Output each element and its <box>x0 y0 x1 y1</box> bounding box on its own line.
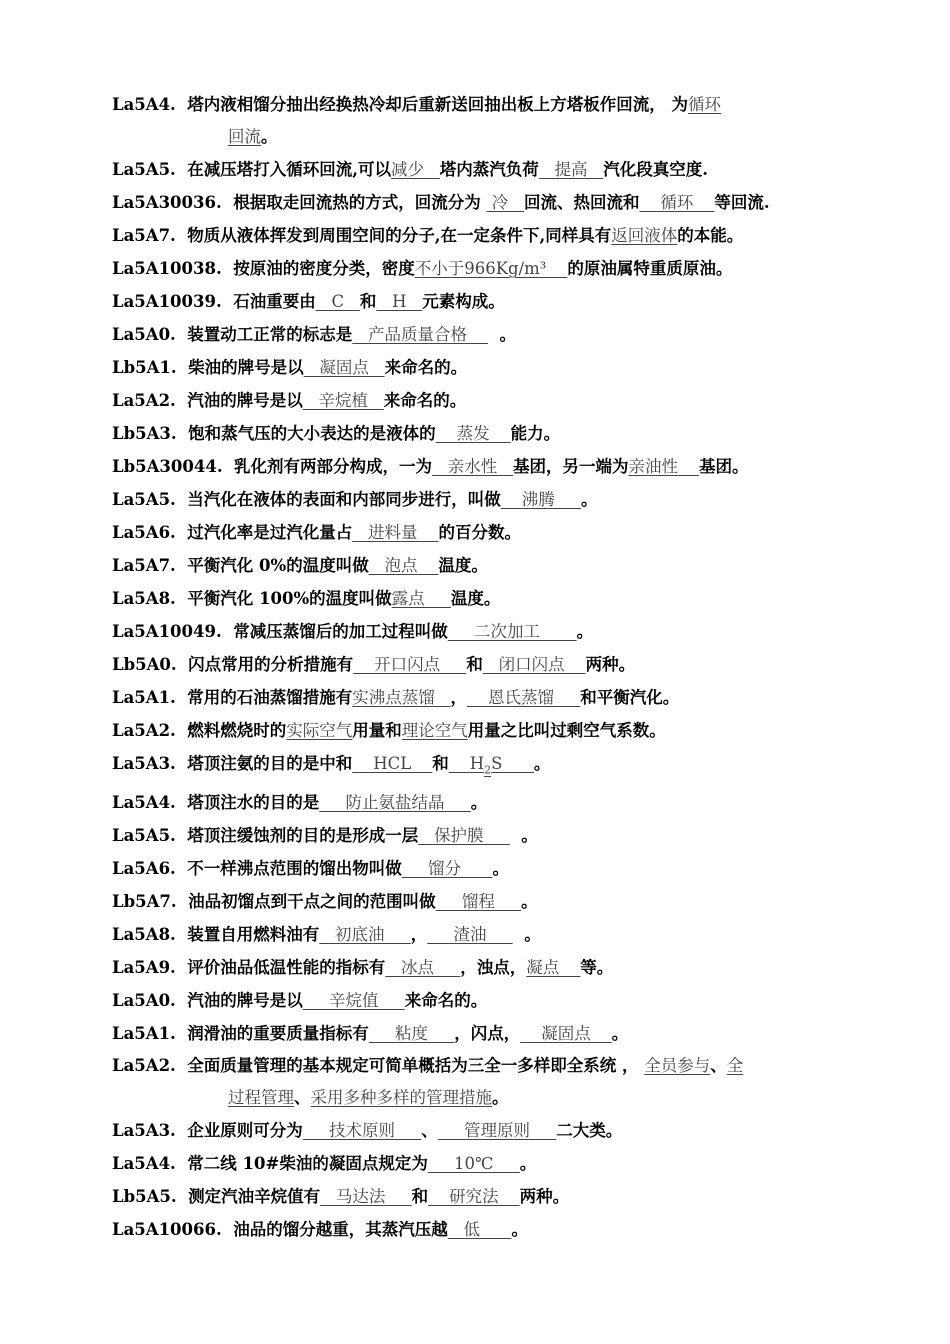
question-text: 、 <box>421 1121 438 1141</box>
question-item <box>112 1213 842 1246</box>
question-text: 塔内蒸汽负荷 <box>439 160 539 179</box>
answer-blank: 凝固点 <box>303 358 385 377</box>
question-text: ，闪点， <box>454 1024 521 1044</box>
answer-blank: H <box>448 754 485 773</box>
question-list <box>112 89 842 1246</box>
question-text: Lb5A3. 饱和蒸气压的大小表达的是液体的 <box>112 424 436 443</box>
answer-blank: 恩氏蒸馏 <box>467 688 581 707</box>
question-text: 、 <box>710 1056 727 1076</box>
question-text: La5A0. 装置动工正常的标志是 <box>112 325 353 344</box>
question-continuation <box>112 121 842 153</box>
question-item <box>112 549 842 582</box>
question-text: La5A5. 塔顶注缓蚀剂的目的是形成一层 <box>112 826 419 846</box>
question-text: 等回流. <box>714 193 770 212</box>
question-text: La5A7. 平衡汽化 0%的温度叫做 <box>112 556 369 575</box>
answer-blank: 沸腾 <box>500 490 582 509</box>
answer-blank: HCL <box>352 754 433 773</box>
question-item <box>112 984 842 1017</box>
question-text: 回流、热回流和 <box>523 193 640 212</box>
question-item <box>112 153 842 186</box>
question-item <box>112 582 842 615</box>
question-item <box>112 318 842 351</box>
question-item <box>112 648 842 681</box>
question-item <box>112 819 842 852</box>
question-text: 的百分数。 <box>438 523 522 542</box>
answer-blank: 粘度 <box>368 1024 455 1044</box>
answer-subscript: 2 <box>484 763 492 777</box>
question-text: 汽化段真空度. <box>603 160 709 179</box>
question-item <box>112 219 842 252</box>
question-text: 能力。 <box>510 424 561 443</box>
question-item <box>112 1180 842 1213</box>
answer-blank: 开口闪点 <box>353 655 467 674</box>
question-text: La5A2. 汽油的牌号是以 <box>112 391 303 410</box>
question-text: 二大类。 <box>556 1121 623 1141</box>
question-item <box>112 483 842 516</box>
question-text: 和 <box>466 655 483 674</box>
question-item <box>112 951 842 984</box>
question-text: 。 <box>511 1220 528 1240</box>
answer-blank: 循环 <box>688 95 722 114</box>
question-text: 。 <box>492 859 509 879</box>
question-item <box>112 1050 842 1114</box>
question-text: 两种。 <box>585 655 636 674</box>
question-text: La5A7. 物质从液体挥发到周围空间的分子,在一定条件下,同样具有 <box>112 226 612 245</box>
answer-blank: 渣油 <box>427 925 513 945</box>
answer-blank: 马达法 <box>320 1187 412 1207</box>
answer-blank: 亲油性 <box>628 457 700 476</box>
question-text: 。 <box>521 892 538 912</box>
answer-blank: 实沸点蒸馏 <box>352 688 451 707</box>
answer-blank: 低 <box>447 1220 512 1240</box>
answer-blank: 馏分 <box>401 859 493 879</box>
answer-blank: 技术原则 <box>302 1121 422 1141</box>
question-item <box>112 351 842 384</box>
question-item <box>112 417 842 450</box>
answer-blank: 馏程 <box>435 892 522 912</box>
question-text: La5A3. 企业原则可分为 <box>112 1121 303 1141</box>
answer-blank: 辛烷植 <box>302 391 384 410</box>
question-text: 温度。 <box>450 589 501 608</box>
question-text: La5A2. 燃料燃烧时的 <box>112 721 287 740</box>
question-text: 等。 <box>580 958 614 978</box>
answer-blank: 蒸发 <box>435 424 511 443</box>
answer-blank: 冷 <box>486 193 524 212</box>
answer-blank: 实际空气 <box>286 721 353 740</box>
answer-blank: 管理原则 <box>437 1121 557 1141</box>
question-text: 元素构成。 <box>422 292 505 311</box>
answer-blank: 采用多种多样的管理措施 <box>310 1088 492 1108</box>
answer-blank: 泡点 <box>368 556 439 575</box>
answer-blank: 返回液体 <box>611 226 678 245</box>
question-text: 。 <box>261 127 278 146</box>
answer-blank: 初底油 <box>319 925 411 945</box>
question-text: 。 <box>492 1088 509 1108</box>
question-text: 。 <box>519 1154 537 1174</box>
question-text: La5A10049. 常减压蒸馏后的加工过程叫做 <box>112 622 448 641</box>
question-text: 两种。 <box>519 1187 570 1207</box>
question-text: La5A3. 塔顶注氨的目的是中和 <box>112 754 353 773</box>
question-text: La5A6. 过汽化率是过汽化量占 <box>112 523 353 542</box>
question-item <box>112 714 842 747</box>
question-item <box>112 918 842 951</box>
question-text: 。 <box>512 925 541 945</box>
question-text: La5A6. 不一样沸点范围的馏出物叫做 <box>112 859 402 879</box>
question-text: 基团。 <box>699 457 749 476</box>
question-text: 。 <box>488 325 517 344</box>
answer-blank: 凝固点 <box>520 1024 612 1044</box>
question-text: ，浊点， <box>460 958 527 978</box>
answer-blank: 全 <box>726 1056 744 1076</box>
question-continuation <box>112 1082 842 1114</box>
question-text: La5A4. 常二线 10#柴油的凝固点规定为 <box>112 1154 428 1174</box>
question-item <box>112 885 842 918</box>
question-text: 和 <box>411 1187 429 1207</box>
answer-blank: 保护膜 <box>418 826 510 846</box>
question-item <box>112 747 842 786</box>
answer-blank: 研究法 <box>428 1187 520 1207</box>
question-text: Lb5A0. 闪点常用的分析措施有 <box>112 655 354 674</box>
question-text: La5A8. 装置自用燃料油有 <box>112 925 320 945</box>
question-item <box>112 852 842 885</box>
question-text: 用量之比叫过剩空气系数。 <box>467 721 666 740</box>
question-text: La5A1. 常用的石油蒸馏措施有 <box>112 688 353 707</box>
answer-blank: H <box>376 292 423 311</box>
question-text: La5A5. 当汽化在液体的表面和内部同步进行，叫做 <box>112 490 501 509</box>
question-item <box>112 681 842 714</box>
answer-blank: 防止氨盐结晶 <box>319 793 471 813</box>
answer-blank: 全员参与 <box>644 1056 711 1076</box>
question-text: 和平衡汽化。 <box>580 688 680 707</box>
question-text: Lb5A7. 油品初馏点到干点之间的范围叫做 <box>112 892 436 912</box>
answer-blank: 冰点 <box>385 958 461 978</box>
question-text: La5A9. 评价油品低温性能的指标有 <box>112 958 386 978</box>
question-text: 来命名的。 <box>404 991 488 1011</box>
question-item <box>112 786 842 819</box>
question-text: La5A0. 汽油的牌号是以 <box>112 991 303 1011</box>
question-text: La5A30036. 根据取走回流热的方式，回流分为 <box>112 193 487 212</box>
answer-blank: 辛烷值 <box>302 991 405 1011</box>
answer-blank: 露点 <box>391 589 451 608</box>
question-item <box>112 384 842 417</box>
answer-blank: 过程管理 <box>228 1088 294 1108</box>
answer-blank: 10℃ <box>427 1154 520 1174</box>
question-text: La5A10039. 石油重要由 <box>112 292 316 311</box>
question-item <box>112 186 842 219</box>
question-item <box>112 1114 842 1147</box>
answer-blank: S <box>491 754 534 773</box>
question-text: 。 <box>470 793 488 813</box>
question-text: Lb5A5. 测定汽油辛烷值有 <box>112 1187 321 1207</box>
answer-blank: 二次加工 <box>447 622 577 641</box>
answer-blank: 不小于966Kg/m³ <box>414 259 568 278</box>
question-text: Lb5A1. 柴油的牌号是以 <box>112 358 304 377</box>
question-text: ， <box>450 688 468 707</box>
question-text: La5A4. 塔内液相馏分抽出经换热冷却后重新送回抽出板上方塔板作回流， 为 <box>112 95 689 114</box>
question-text: 和 <box>359 292 377 311</box>
question-text: 来命名的。 <box>384 358 468 377</box>
question-text: 。 <box>581 490 598 509</box>
question-text: 。 <box>576 622 594 641</box>
answer-blank: 闭口闪点 <box>482 655 586 674</box>
question-item <box>112 1147 842 1180</box>
answer-blank: 提高 <box>538 160 604 179</box>
question-text: La5A10066. 油品的馏分越重，其蒸汽压越 <box>112 1220 448 1240</box>
answer-blank: 凝点 <box>526 958 581 978</box>
answer-blank: 产品质量合格 <box>352 325 489 344</box>
question-item <box>112 252 842 285</box>
answer-blank: 减少 <box>391 160 440 179</box>
question-text: 的原油属特重质原油。 <box>567 259 733 278</box>
question-text: La5A8. 平衡汽化 100%的温度叫做 <box>112 589 392 608</box>
question-text: 基团，另一端为 <box>513 457 629 476</box>
question-item <box>112 450 842 483</box>
question-text: 、 <box>294 1088 311 1108</box>
question-text: ， <box>410 925 428 945</box>
question-item <box>112 615 842 648</box>
question-text: La5A1. 润滑油的重要质量指标有 <box>112 1024 369 1044</box>
answer-blank: C <box>315 292 360 311</box>
question-text: La5A4. 塔顶注水的目的是 <box>112 793 320 813</box>
question-item <box>112 285 842 318</box>
question-text: Lb5A30044. 乳化剂有两部分构成，一为 <box>112 457 433 476</box>
answer-blank: 循环 <box>639 193 715 212</box>
question-text: La5A10038. 按原油的密度分类，密度 <box>112 259 415 278</box>
question-item <box>112 516 842 549</box>
question-text: La5A2. 全面质量管理的基本规定可简单概括为三全一多样即全系统 ， <box>112 1056 645 1076</box>
question-text: 。 <box>509 826 538 846</box>
question-item <box>112 89 842 153</box>
answer-blank: 回流 <box>228 127 261 146</box>
answer-blank: 亲水性 <box>432 457 514 476</box>
question-text: 来命名的。 <box>383 391 467 410</box>
question-text: 。 <box>533 754 551 773</box>
answer-blank: 进料量 <box>352 523 439 542</box>
question-item <box>112 1017 842 1050</box>
question-text: 的本能。 <box>677 226 744 245</box>
question-text: 和 <box>432 754 449 773</box>
question-text: 。 <box>611 1024 629 1044</box>
question-text: 温度。 <box>438 556 488 575</box>
answer-blank: 理论空气 <box>401 721 468 740</box>
question-text: 用量和 <box>352 721 402 740</box>
question-text: La5A5. 在减压塔打入循环回流,可以 <box>112 160 392 179</box>
